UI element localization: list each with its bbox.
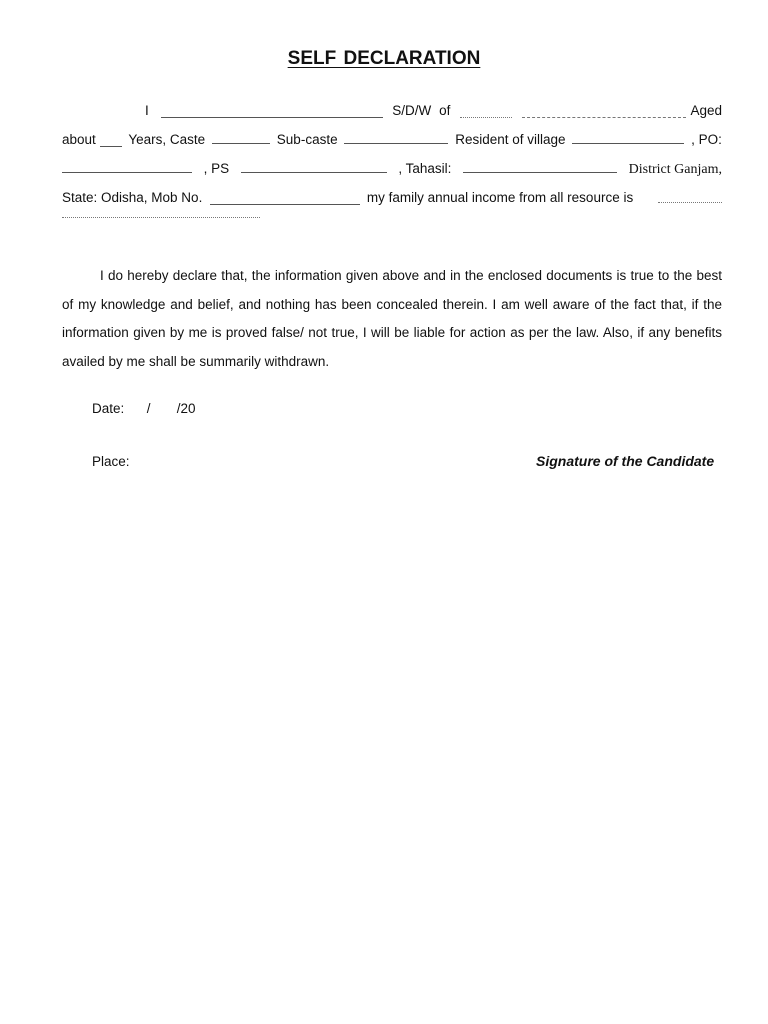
- po-field[interactable]: [62, 172, 192, 173]
- village-label: Resident of village: [455, 132, 566, 147]
- signature-label: Signature of the Candidate: [536, 453, 715, 469]
- age-field[interactable]: [100, 146, 122, 147]
- caste-field[interactable]: [212, 143, 270, 144]
- district-label: District Ganjam,: [628, 162, 722, 177]
- ps-label: , PS: [203, 161, 230, 176]
- form-line-2: [62, 129, 722, 151]
- state-mob-label: State: Odisha, Mob No.: [62, 190, 203, 205]
- about-label: about: [62, 132, 96, 147]
- pronoun-label: I: [145, 103, 149, 118]
- name-field[interactable]: [161, 117, 383, 118]
- subcaste-label: Sub-caste: [276, 132, 338, 147]
- date-line: Date: / /20: [92, 401, 196, 416]
- form-line-1: [62, 100, 722, 122]
- declaration-paragraph: [62, 262, 722, 376]
- village-field[interactable]: [572, 143, 684, 144]
- page-title: SELF DECLARATION: [287, 48, 481, 69]
- relation-name-field-b[interactable]: [522, 117, 686, 118]
- tahasil-field[interactable]: [463, 172, 617, 173]
- relation-name-field-a[interactable]: [460, 117, 512, 118]
- tahasil-label: , Tahasil:: [398, 161, 452, 176]
- ps-field[interactable]: [241, 172, 387, 173]
- aged-label: Aged: [690, 103, 722, 118]
- income-field-continued[interactable]: [62, 217, 260, 218]
- form-line-3: [62, 158, 722, 180]
- declaration-text: I do hereby declare that, the information given above and in the enclosed documents is true to the best of my knowledge and belief, and nothing has been concealed therein. I am well aware of the fact that, if the information given by me is proved false/ not true, I will be liable for action as per the law. Also, if any benefits availed by me shall be summarily withdrawn.: [62, 268, 722, 369]
- income-label: my family annual income from all resource is: [366, 190, 634, 205]
- relation-label: S/D/W: [392, 103, 432, 118]
- income-field[interactable]: [658, 202, 722, 203]
- po-label: , PO:: [691, 132, 722, 147]
- subcaste-field[interactable]: [344, 143, 448, 144]
- years-caste-label: Years, Caste: [128, 132, 206, 147]
- of-label: of: [439, 103, 451, 118]
- mobile-field[interactable]: [210, 204, 360, 205]
- form-line-5: [62, 206, 722, 220]
- place-label: Place:: [92, 454, 130, 469]
